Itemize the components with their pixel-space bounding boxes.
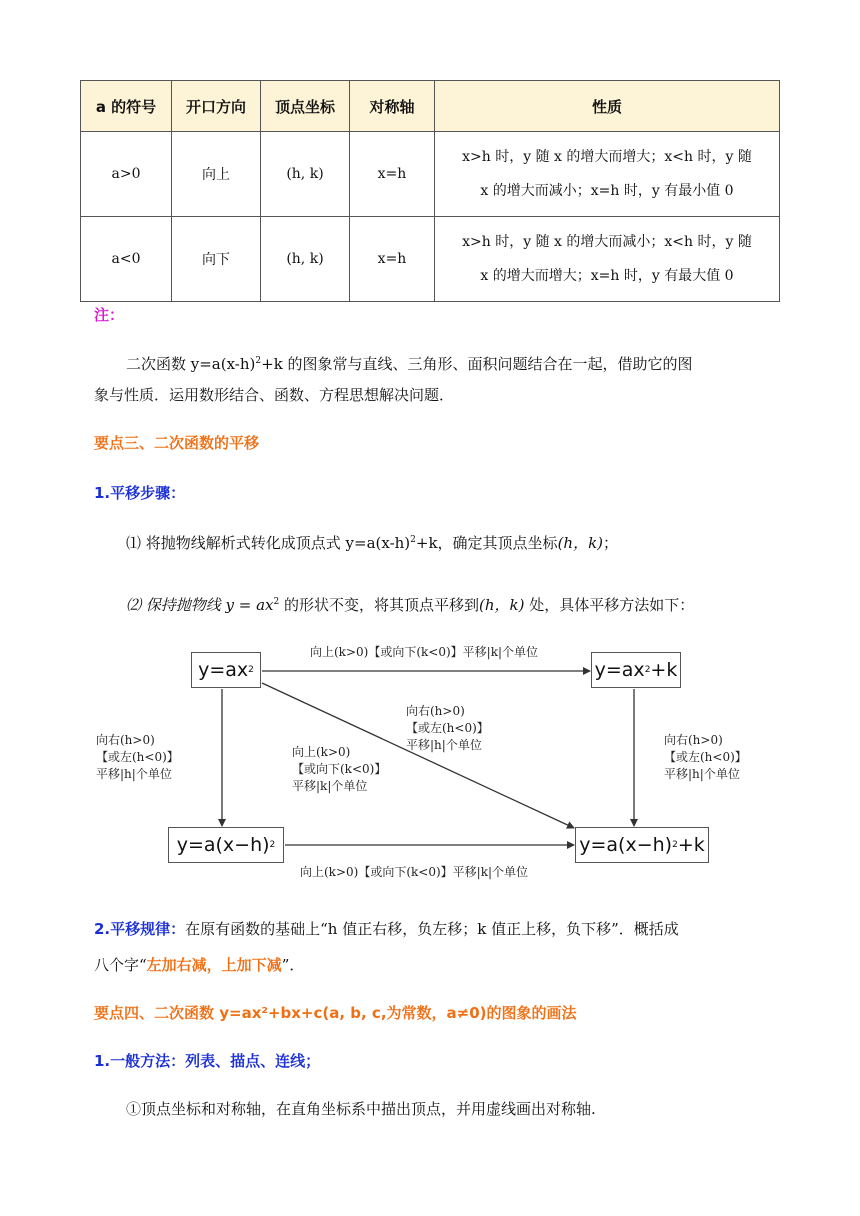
rule-text: ”． bbox=[281, 956, 305, 974]
property-line: x>h 时，y 随 x 的增大而减小；x<h 时，y 随 bbox=[462, 234, 752, 250]
property-line: x 的增大而减小；x=h 时，y 有最小值 0 bbox=[480, 183, 734, 199]
superscript: 2 bbox=[248, 665, 254, 675]
label-line: 向右(h>0) bbox=[96, 733, 155, 747]
rule-highlight: 左加右减，上加下减 bbox=[146, 956, 282, 974]
section-heading-3: 要点三、二次函数的平移 bbox=[94, 434, 260, 452]
box-text: y=ax bbox=[594, 659, 645, 681]
cell-axis: x=h bbox=[350, 217, 435, 302]
rule-label: 2.平移规律： bbox=[94, 920, 186, 938]
method-point-1: ①顶点坐标和对称轴，在直角坐标系中描出顶点，并用虚线画出对称轴. bbox=[126, 1100, 596, 1118]
step-text: ⑴ 将抛物线解析式转化成顶点式 y=a(x-h) bbox=[126, 534, 411, 552]
note-paragraph-cont: 象与性质．运用数形结合、函数、方程思想解决问题． bbox=[94, 386, 455, 404]
label-right-arrow bbox=[664, 732, 747, 783]
box-text: +k bbox=[650, 659, 678, 681]
label-bottom-arrow: 向上(k>0)【或向下(k<0)】平移|k|个单位 bbox=[300, 865, 529, 879]
property-line: x 的增大而增大；x=h 时，y 有最大值 0 bbox=[480, 268, 734, 284]
box-text: +k bbox=[677, 834, 705, 856]
label-diagonal-arrow bbox=[406, 703, 489, 754]
col-header: a 的符号 bbox=[81, 81, 172, 132]
coord: (h，k) bbox=[479, 596, 525, 614]
label-line: 平移|h|个单位 bbox=[406, 738, 482, 752]
step-text: 的形状不变，将其顶点平移到 bbox=[279, 596, 480, 614]
translation-rule-cont bbox=[94, 948, 784, 982]
box-y-ax2 bbox=[191, 652, 261, 688]
cell-vertex: (h, k) bbox=[261, 132, 350, 217]
label-line: 平移|h|个单位 bbox=[664, 767, 740, 781]
superscript: 2 bbox=[672, 840, 678, 850]
cell-direction: 向上 bbox=[172, 132, 261, 217]
col-header: 顶点坐标 bbox=[261, 81, 350, 132]
para-text: +k 的图象常与直线、三角形、面积问题结合在一起，借助它的图 bbox=[261, 355, 693, 373]
col-header: 开口方向 bbox=[172, 81, 261, 132]
para-text: 二次函数 y=a(x-h) bbox=[126, 355, 256, 373]
box-y-ax2-k bbox=[591, 652, 681, 688]
step-text: ； bbox=[603, 534, 619, 552]
col-header: 对称轴 bbox=[350, 81, 435, 132]
superscript: 2 bbox=[410, 535, 416, 545]
box-text: y=ax bbox=[198, 659, 249, 681]
superscript: 2 bbox=[273, 597, 280, 607]
label-line: 【或左(h<0)】 bbox=[664, 750, 747, 764]
box-text: y=a(x−h) bbox=[176, 834, 270, 856]
cell-vertex: (h, k) bbox=[261, 217, 350, 302]
superscript: 2 bbox=[644, 665, 651, 675]
label-top-arrow: 向上(k>0)【或向下(k<0)】平移|k|个单位 bbox=[310, 645, 539, 659]
label-line: 【或左(h<0)】 bbox=[406, 721, 489, 735]
col-header: 性质 bbox=[435, 81, 780, 132]
cell-axis: x=h bbox=[350, 132, 435, 217]
property-line: x>h 时，y 随 x 的增大而增大；x<h 时，y 随 bbox=[462, 149, 752, 165]
subheading-method: 1.一般方法：列表、描点、连线； bbox=[94, 1052, 321, 1070]
box-y-a-xh2-k bbox=[575, 827, 709, 863]
label-line: 【或向下(k<0)】 bbox=[292, 762, 387, 776]
box-text: y=a(x−h) bbox=[579, 834, 673, 856]
label-middle bbox=[292, 744, 386, 795]
subheading-steps: 1.平移步骤： bbox=[94, 484, 186, 502]
label-line: 向上(k>0) bbox=[292, 745, 351, 759]
label-line: 【或左(h<0)】 bbox=[96, 750, 179, 764]
note-label: 注： bbox=[94, 306, 125, 324]
rule-text: 在原有函数的基础上“h 值正右移，负左移；k 值正上移，负下移”．概括成 bbox=[185, 920, 679, 938]
cell-direction: 向下 bbox=[172, 217, 261, 302]
step-text: ⑵ 保持抛物线 y = ax bbox=[126, 596, 274, 614]
step-text: 处，具体平移方法如下： bbox=[524, 596, 695, 614]
section-heading-4: 要点四、二次函数 y=ax²+bx+c(a, b, c,为常数，a≠0)的图象的画法 bbox=[94, 1004, 577, 1022]
translation-rule bbox=[94, 912, 784, 946]
coord: (h，k) bbox=[557, 534, 604, 552]
cell-sign: a>0 bbox=[81, 132, 172, 217]
label-line: 向右(h>0) bbox=[406, 704, 465, 718]
cell-sign: a<0 bbox=[81, 217, 172, 302]
label-line: 向右(h>0) bbox=[664, 733, 723, 747]
superscript: 2 bbox=[255, 356, 262, 366]
label-left-arrow bbox=[96, 732, 179, 783]
box-y-a-xh2 bbox=[168, 827, 284, 863]
label-line: 平移|k|个单位 bbox=[292, 779, 368, 793]
superscript: 2 bbox=[269, 840, 276, 850]
label-line: 平移|h|个单位 bbox=[96, 767, 172, 781]
step-text: +k，确定其顶点坐标 bbox=[415, 534, 558, 552]
rule-text: 八个字“ bbox=[94, 956, 147, 974]
